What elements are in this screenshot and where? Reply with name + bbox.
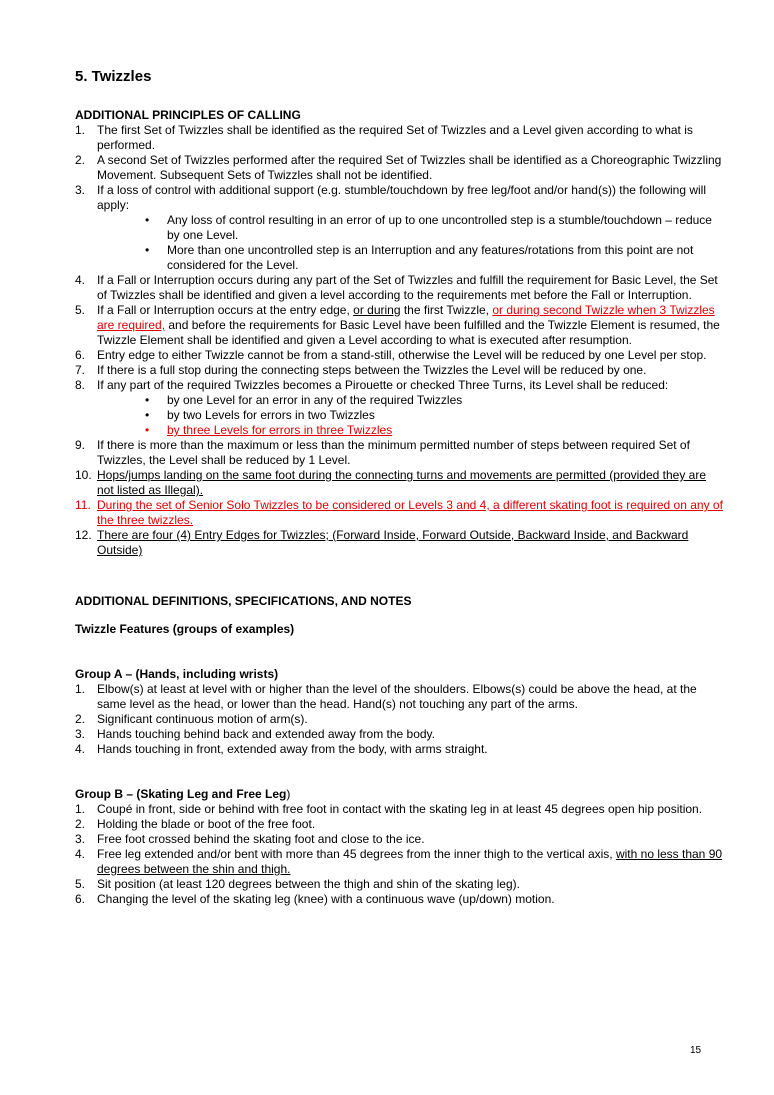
item-number: 5. <box>75 303 86 317</box>
item-number: 3. <box>75 727 86 741</box>
page-content <box>75 68 725 907</box>
group-b-list <box>75 802 725 907</box>
list-item <box>75 847 725 877</box>
item-text-part: the first Twizzle, <box>400 303 493 317</box>
item-number: 1. <box>75 123 86 137</box>
list-item <box>75 363 725 378</box>
item-text: If there is more than the maximum or less than the minimum permitted number of steps between required Set of Twizzles, the Level shall be reduced by 1 Level. <box>97 438 690 467</box>
item-text: If any part of the required Twizzles becomes a Pirouette or checked Three Turns, its Level shall be reduced: <box>97 378 669 392</box>
sub-item-text: Any loss of control resulting in an error of up to one uncontrolled step is a stumble/touchdown – reduce by one Level. <box>167 213 712 242</box>
item-number: 11. <box>75 498 91 512</box>
list-item <box>75 153 725 183</box>
item-number: 12. <box>75 528 92 542</box>
list-item <box>75 877 725 892</box>
sub-list-item-revision <box>145 423 725 438</box>
group-b-heading-text: Group B – (Skating Leg and Free Leg <box>75 787 287 801</box>
list-item <box>75 468 725 498</box>
list-item <box>75 378 725 438</box>
item-number: 10. <box>75 468 92 482</box>
item-number: 9. <box>75 438 86 452</box>
item-number: 7. <box>75 363 86 377</box>
item-text: Holding the blade or boot of the free foot. <box>97 817 316 831</box>
definitions-heading: ADDITIONAL DEFINITIONS, SPECIFICATIONS, AND NOTES <box>75 594 412 608</box>
sub-item-text: by one Level for an error in any of the required Twizzles <box>167 393 463 407</box>
bullet-icon: • <box>145 408 150 422</box>
sub-list-item <box>145 408 725 423</box>
group-a-heading: Group A – (Hands, including wrists) <box>75 667 279 681</box>
underlined-text: Hops/jumps landing on the same foot during the connecting turns and movements are permitted (provided they are not listed as Illegal). <box>97 468 707 497</box>
list-item <box>75 727 725 742</box>
underlined-text: There are four (4) Entry Edges for Twizzles; (Forward Inside, Forward Outside, Backward Inside, and Backward Outside) <box>97 528 689 557</box>
list-item <box>75 682 725 712</box>
sub-item-text: More than one uncontrolled step is an Interruption and any features/rotations from this point are not considered for the Level. <box>167 243 694 272</box>
list-item <box>75 832 725 847</box>
item-text: Free foot crossed behind the skating foot and close to the ice. <box>97 832 425 846</box>
underlined-text: with no less than 90 degrees between the shin and thigh. <box>97 847 723 876</box>
list-item <box>75 802 725 817</box>
list-item <box>75 303 725 348</box>
item-text: If a Fall or Interruption occurs during any part of the Set of Twizzles and fulfill the requirement for Basic Level, the Set of Twizzles shall be identified and given a level according to the requirements met before the Fall or Interruption. <box>97 273 718 302</box>
item-number: 4. <box>75 273 86 287</box>
list-item <box>75 273 725 303</box>
sub-list-item <box>145 243 725 273</box>
group-b-heading-close: ) <box>286 787 291 801</box>
section-title: 5. Twizzles <box>75 68 152 85</box>
list-item <box>75 892 725 907</box>
list-item <box>75 438 725 468</box>
item-text-part: If a Fall or Interruption occurs at the entry edge, <box>97 303 354 317</box>
sub-list <box>97 393 725 438</box>
item-number: 2. <box>75 153 86 167</box>
item-text: Hands touching in front, extended away from the body, with arms straight. <box>97 742 488 756</box>
item-number: 1. <box>75 682 86 696</box>
list-item <box>75 528 725 558</box>
sub-list-item <box>145 213 725 243</box>
item-text: Hands touching behind back and extended away from the body. <box>97 727 436 741</box>
list-item-revision <box>75 498 725 528</box>
page-number: 15 <box>690 1045 702 1056</box>
principles-heading: ADDITIONAL PRINCIPLES OF CALLING <box>75 108 301 122</box>
list-item <box>75 123 725 153</box>
item-number: 4. <box>75 847 86 861</box>
item-number: 2. <box>75 712 86 726</box>
item-number: 1. <box>75 802 86 816</box>
principles-list <box>75 123 725 558</box>
item-text-part: and before the requirements for Basic Level have been fulfilled and the Twizzle Element is resumed, the Twizzle Element shall be identified and given a Level according to what is executed after resumption. <box>97 318 720 347</box>
sub-item-text: by two Levels for errors in two Twizzles <box>167 408 375 422</box>
sub-list <box>97 213 725 273</box>
item-text: If there is a full stop during the connecting steps between the Twizzles the Level will be reduced by one. <box>97 363 647 377</box>
sub-list-item <box>145 393 725 408</box>
bullet-icon: • <box>145 423 150 437</box>
bullet-icon: • <box>145 393 150 407</box>
group-b-heading <box>75 787 725 802</box>
revision-text: During the set of Senior Solo Twizzles to be considered or Levels 3 and 4, a different skating foot is required on any of the three twizzles. <box>97 498 723 527</box>
underlined-text: or during <box>353 303 401 317</box>
item-number: 8. <box>75 378 86 392</box>
item-text-part: Free leg extended and/or bent with more than 45 degrees from the inner thigh to the vertical axis, <box>97 847 616 861</box>
item-text: Changing the level of the skating leg (knee) with a continuous wave (up/down) motion. <box>97 892 555 906</box>
item-text: A second Set of Twizzles performed after the required Set of Twizzles shall be identified as a Choreographic Twizzling Movement. Subsequent Sets of Twizzles shall not be identified. <box>97 153 722 182</box>
group-a-list <box>75 682 725 757</box>
features-subheading: Twizzle Features (groups of examples) <box>75 622 295 636</box>
item-text: Entry edge to either Twizzle cannot be from a stand-still, otherwise the Level will be reduced by one Level per stop. <box>97 348 707 362</box>
list-item <box>75 183 725 273</box>
item-number: 6. <box>75 348 86 362</box>
item-text: Coupé in front, side or behind with free foot in contact with the skating leg in at least 45 degrees open hip position. <box>97 802 703 816</box>
list-item <box>75 817 725 832</box>
item-number: 3. <box>75 832 86 846</box>
item-number: 5. <box>75 877 86 891</box>
item-number: 6. <box>75 892 86 906</box>
item-text: Elbow(s) at least at level with or higher than the level of the shoulders. Elbows(s) could be above the head, at the same level as the head, or lower than the head. Hand(s) not touching any part of the arms. <box>97 682 697 711</box>
item-text: Significant continuous motion of arm(s). <box>97 712 308 726</box>
item-number: 4. <box>75 742 86 756</box>
revision-text: by three Levels for errors in three Twizzles <box>167 423 393 437</box>
bullet-icon: • <box>145 243 150 257</box>
list-item <box>75 742 725 757</box>
item-number: 2. <box>75 817 86 831</box>
list-item <box>75 348 725 363</box>
revision-text: or during second Twizzle when 3 Twizzles are required, <box>97 303 715 332</box>
list-item <box>75 712 725 727</box>
item-text: If a loss of control with additional support (e.g. stumble/touchdown by free leg/foot and/or hand(s)) the following will apply: <box>97 183 706 212</box>
item-text: Sit position (at least 120 degrees between the thigh and shin of the skating leg). <box>97 877 520 891</box>
bullet-icon: • <box>145 213 150 227</box>
item-number: 3. <box>75 183 86 197</box>
item-text: The first Set of Twizzles shall be identified as the required Set of Twizzles and a Level given according to what is performed. <box>97 123 693 152</box>
